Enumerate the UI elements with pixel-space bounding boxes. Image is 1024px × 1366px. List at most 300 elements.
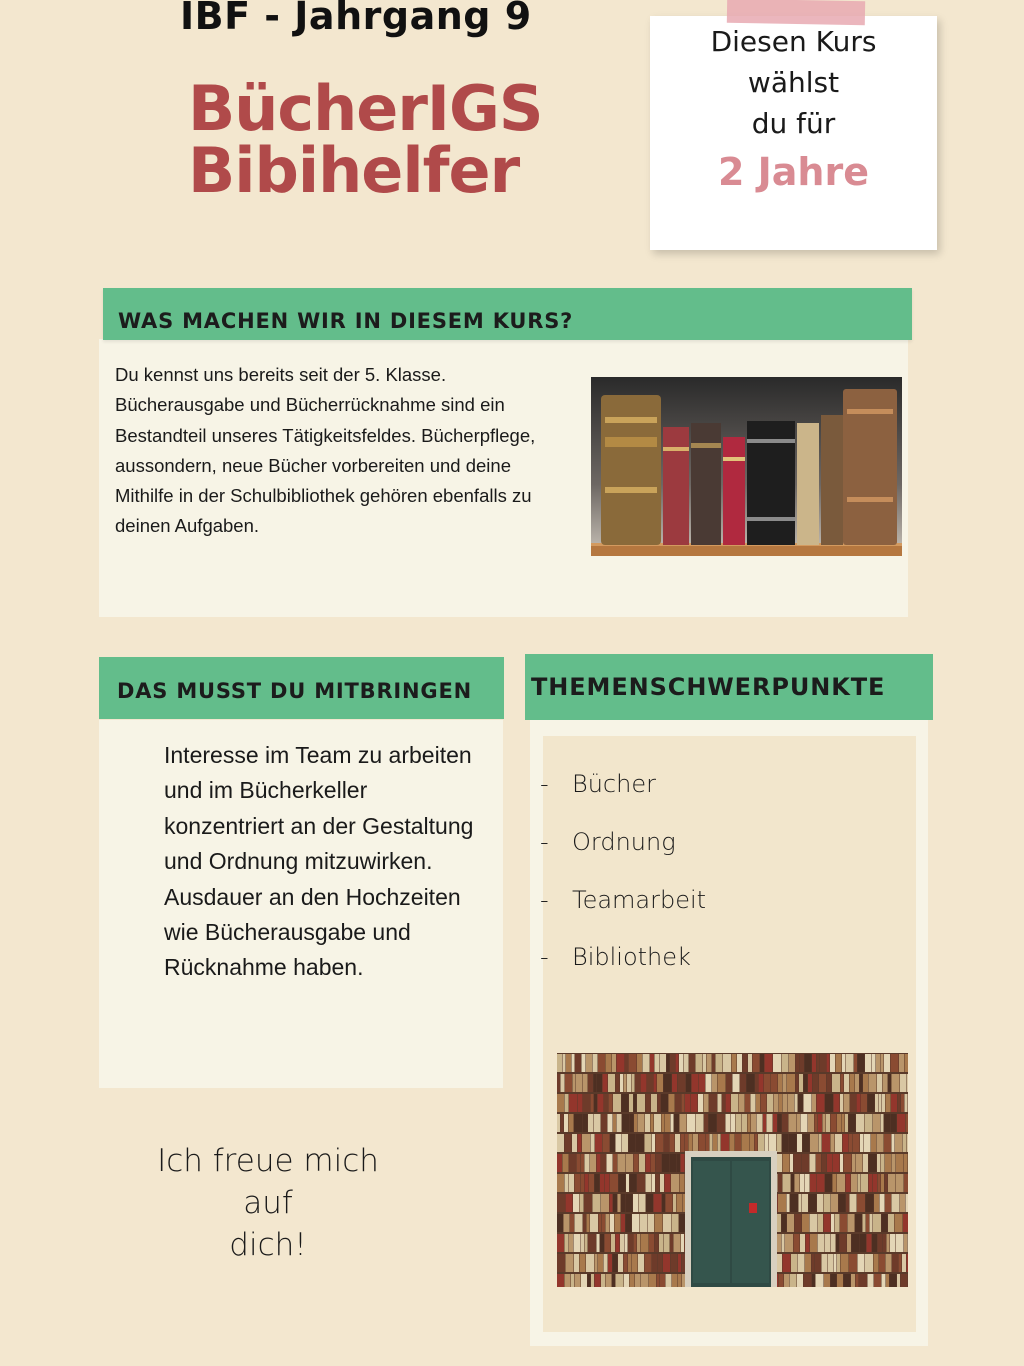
book-spine	[664, 1134, 669, 1152]
book-spine	[601, 1114, 607, 1132]
book-spine	[742, 1134, 750, 1152]
book-spine	[563, 1054, 566, 1072]
topic-label: Bibliothek	[572, 943, 691, 971]
book-spine	[805, 1174, 810, 1192]
book-spine	[865, 1054, 871, 1072]
book-spine	[883, 1234, 886, 1252]
book-spine	[613, 1094, 621, 1112]
book-spine	[733, 1074, 740, 1092]
topic-item	[540, 770, 656, 798]
book-spine	[611, 1234, 615, 1252]
book-spine	[616, 1134, 622, 1152]
book-spine	[802, 1154, 809, 1172]
note-line-2: wählst	[747, 66, 840, 99]
book-spine	[565, 1094, 569, 1112]
book-spine	[632, 1074, 635, 1092]
book-spine	[907, 1134, 908, 1152]
book-wall-image	[557, 1053, 908, 1287]
book-spine	[680, 1174, 685, 1192]
book-spine	[575, 1214, 583, 1232]
book-spine	[578, 1094, 583, 1112]
book-spine	[737, 1054, 742, 1072]
book-spine	[897, 1114, 905, 1132]
book-spine	[857, 1194, 865, 1212]
book-spine	[598, 1254, 603, 1272]
book-spine	[765, 1134, 769, 1152]
book-spine	[613, 1154, 617, 1172]
book-spine	[783, 1094, 788, 1112]
book-spine	[810, 1134, 818, 1152]
book-spine	[892, 1154, 896, 1172]
book-spine	[822, 1154, 827, 1172]
book-spine	[621, 1194, 625, 1212]
book-spine	[581, 1234, 584, 1252]
book-spine	[888, 1214, 894, 1232]
book-spine	[753, 1054, 760, 1072]
book-spine	[885, 1154, 891, 1172]
book-spine	[621, 1214, 625, 1232]
book-spine	[820, 1054, 826, 1072]
course-line: Bücherausgabe und Bücherrücknahme sind ein	[115, 394, 505, 416]
book-spine	[860, 1074, 863, 1092]
book-spine	[651, 1154, 655, 1172]
book-spine	[863, 1214, 866, 1232]
book-spine	[591, 1134, 595, 1152]
book-spine	[557, 1114, 560, 1132]
book-spine	[763, 1114, 766, 1132]
book-spine	[805, 1254, 811, 1272]
book-spine	[656, 1134, 664, 1152]
book-spine	[799, 1194, 802, 1212]
book-spine	[787, 1194, 790, 1212]
book-spine	[662, 1154, 669, 1172]
book-spine	[827, 1154, 832, 1172]
book-spine	[565, 1274, 571, 1287]
book-spine	[649, 1234, 654, 1252]
book-spine	[663, 1254, 670, 1272]
book-spine	[854, 1054, 857, 1072]
book-spine	[671, 1114, 674, 1132]
closing-line-1: Ich freue mich auf	[157, 1143, 379, 1221]
book-spine	[837, 1174, 845, 1192]
course-line: aussondern, neue Bücher vorbereiten und deine	[115, 454, 511, 476]
book-spine	[828, 1254, 833, 1272]
book-spine	[736, 1114, 742, 1132]
course-line: Mithilfe in der Schulbibliothek gehören ebenfalls zu	[115, 485, 532, 507]
book-spine	[865, 1254, 873, 1272]
book-spine	[895, 1134, 902, 1152]
book-spine	[583, 1094, 590, 1112]
book-spine	[675, 1134, 680, 1152]
book-spine	[689, 1134, 693, 1152]
book-spine	[626, 1194, 633, 1212]
book-spine	[826, 1114, 830, 1132]
book-spine	[874, 1254, 879, 1272]
book-spine	[698, 1094, 703, 1112]
book-spine	[716, 1054, 723, 1072]
book-spine	[819, 1134, 822, 1152]
book-spine	[860, 1134, 863, 1152]
book-spine	[687, 1114, 695, 1132]
book-spine	[879, 1254, 885, 1272]
book-spine	[713, 1134, 717, 1152]
book-spine	[782, 1114, 788, 1132]
book-spine	[879, 1094, 882, 1112]
book-spine	[583, 1214, 586, 1232]
book-spine	[799, 1074, 803, 1092]
book-spine	[654, 1114, 661, 1132]
book-spine	[655, 1234, 659, 1252]
book-spine	[610, 1194, 613, 1212]
book-spine	[778, 1114, 782, 1132]
book-spine	[784, 1274, 789, 1287]
book-spine	[877, 1134, 884, 1152]
book-spine	[625, 1054, 628, 1072]
book-spine	[625, 1234, 628, 1252]
book-spine	[681, 1234, 684, 1252]
book-spine	[566, 1194, 573, 1212]
book-spine	[874, 1274, 881, 1287]
book-spine	[855, 1074, 859, 1092]
book-spine	[707, 1054, 712, 1072]
book-spine	[866, 1194, 874, 1212]
book-spine	[618, 1154, 626, 1172]
book-spine	[840, 1094, 843, 1112]
book-spine	[616, 1234, 620, 1252]
book-spine	[605, 1174, 610, 1192]
book-spine	[564, 1214, 570, 1232]
book-spine	[782, 1214, 787, 1232]
book-spine	[613, 1114, 616, 1132]
bookshelf-image	[591, 377, 902, 556]
book-spine	[882, 1214, 888, 1232]
book-spine	[846, 1054, 854, 1072]
book-spine	[823, 1114, 826, 1132]
book-spine	[817, 1194, 823, 1212]
book-spine	[869, 1174, 873, 1192]
book-spine	[600, 1174, 604, 1192]
book-spine	[726, 1094, 731, 1112]
book-spine	[852, 1154, 855, 1172]
book-spine	[613, 1254, 618, 1272]
book-spine	[782, 1054, 789, 1072]
book-spine	[645, 1114, 650, 1132]
book-spine	[884, 1114, 890, 1132]
book-spine	[656, 1174, 660, 1192]
book-spine	[686, 1074, 691, 1092]
book-spine	[627, 1074, 631, 1092]
book-spine	[557, 1214, 563, 1232]
book-spine	[849, 1134, 852, 1152]
book-spine	[835, 1134, 842, 1152]
book-spine	[848, 1214, 855, 1232]
book-spine	[598, 1054, 605, 1072]
book-spine	[574, 1234, 581, 1252]
bullet-dash: -	[540, 770, 549, 798]
book-spine	[888, 1074, 891, 1092]
book-spine	[787, 1074, 795, 1092]
book-spine	[584, 1194, 592, 1212]
requirements-line: Interesse im Team zu arbeiten	[164, 742, 472, 768]
book-spine	[594, 1094, 597, 1112]
book-spine	[672, 1074, 677, 1092]
title-line-1: BücherIGS	[188, 72, 543, 145]
book-spine	[646, 1094, 651, 1112]
book-spine	[869, 1154, 877, 1172]
note-line-1: Diesen Kurs	[710, 25, 877, 58]
book-spine	[783, 1254, 791, 1272]
topic-item	[540, 943, 691, 971]
topic-label: Ordnung	[572, 828, 676, 856]
book-spine	[662, 1114, 665, 1132]
book-spine	[664, 1234, 670, 1252]
book-spine	[831, 1114, 837, 1132]
book-spine	[632, 1254, 638, 1272]
book-spine	[808, 1074, 812, 1092]
course-line: deinen Aufgaben.	[115, 515, 260, 537]
book-spine	[629, 1134, 636, 1152]
book-spine	[595, 1254, 598, 1272]
title-line-2: Bibihelfer	[188, 134, 520, 207]
book-spine	[739, 1094, 745, 1112]
book-spine	[778, 1074, 782, 1092]
book-spine	[831, 1194, 838, 1212]
book-spine	[783, 1174, 791, 1192]
book-spine	[581, 1154, 584, 1172]
book-spine	[758, 1134, 764, 1152]
book-spine	[581, 1174, 584, 1192]
book-spine	[704, 1094, 709, 1112]
book-spine	[850, 1194, 857, 1212]
book-spine	[899, 1054, 904, 1072]
book-spine	[681, 1154, 685, 1172]
book-spine	[575, 1274, 581, 1287]
book-spine	[603, 1134, 610, 1152]
book-spine	[679, 1214, 686, 1232]
book-spine	[844, 1274, 851, 1287]
course-description	[115, 360, 595, 542]
book-spine	[645, 1134, 652, 1152]
requirements-line: und Ordnung mitzuwirken.	[164, 848, 433, 875]
book-spine	[808, 1114, 814, 1132]
book-spine	[557, 1074, 560, 1092]
book-spine	[773, 1054, 781, 1072]
book-spine	[557, 1094, 564, 1112]
book-spine	[613, 1194, 617, 1212]
book-spine	[622, 1094, 629, 1112]
book-spine	[667, 1054, 670, 1072]
book-spine	[817, 1094, 825, 1112]
book-spine	[882, 1274, 886, 1287]
book-spine	[672, 1214, 679, 1232]
book-spine	[750, 1134, 754, 1152]
book-spine	[877, 1154, 880, 1172]
book-spine	[649, 1274, 656, 1287]
book-spine	[606, 1054, 612, 1072]
book-spine	[870, 1214, 873, 1232]
book-spine	[603, 1074, 608, 1092]
topic-label: Bücher	[572, 770, 656, 798]
topics-heading: THEMENSCHWERPUNKTE	[531, 673, 886, 701]
book-spine	[767, 1114, 773, 1132]
book-spine	[564, 1114, 568, 1132]
book-spine	[588, 1074, 593, 1092]
book-spine	[696, 1054, 703, 1072]
book-spine	[630, 1274, 635, 1287]
book-spine	[886, 1254, 892, 1272]
book-spine	[834, 1254, 837, 1272]
book-spine	[886, 1274, 889, 1287]
book-spine	[901, 1274, 908, 1287]
book-spine	[842, 1054, 845, 1072]
book-spine	[561, 1074, 565, 1092]
book-spine	[632, 1214, 639, 1232]
book-spine	[660, 1054, 666, 1072]
book-spine	[735, 1134, 741, 1152]
book-spine	[608, 1074, 615, 1092]
book-spine	[624, 1254, 628, 1272]
book-spine	[886, 1094, 891, 1112]
book-spine	[902, 1254, 906, 1272]
book-spine	[785, 1234, 793, 1252]
book-spine	[639, 1154, 645, 1172]
book-spine	[869, 1074, 877, 1092]
book-spine	[595, 1134, 602, 1152]
book-spine	[718, 1074, 726, 1092]
book-spine	[837, 1114, 841, 1132]
book-spine	[709, 1114, 717, 1132]
book-spine	[755, 1074, 758, 1092]
book-spine	[877, 1074, 882, 1092]
book-spine	[557, 1174, 564, 1192]
book-spine	[884, 1134, 891, 1152]
book-spine	[795, 1094, 798, 1112]
book-spine	[896, 1234, 904, 1252]
book-spine	[810, 1174, 816, 1192]
book-spine	[817, 1054, 820, 1072]
book-spine	[865, 1114, 873, 1132]
book-spine	[856, 1114, 864, 1132]
book-spine	[637, 1094, 645, 1112]
book-spine	[759, 1074, 764, 1092]
book-spine	[617, 1114, 622, 1132]
book-spine	[635, 1074, 640, 1092]
book-spine	[601, 1274, 605, 1287]
book-spine	[836, 1234, 839, 1252]
book-spine	[629, 1094, 633, 1112]
book-spine	[898, 1094, 901, 1112]
book-spine	[815, 1254, 821, 1272]
book-spine	[582, 1054, 586, 1072]
book-spine	[722, 1094, 725, 1112]
book-spine	[822, 1134, 830, 1152]
book-spine	[880, 1194, 885, 1212]
book-spine	[652, 1254, 657, 1272]
book-spine	[812, 1094, 816, 1112]
book-spine	[662, 1194, 665, 1212]
book-spine	[587, 1214, 590, 1232]
book-spine	[745, 1094, 750, 1112]
book-spine	[612, 1274, 615, 1287]
book-spine	[810, 1154, 816, 1172]
book-spine	[643, 1054, 650, 1072]
book-spine	[641, 1074, 647, 1092]
book-spine	[718, 1094, 722, 1112]
book-spine	[837, 1254, 840, 1272]
requirements-text	[164, 738, 504, 986]
book-spine	[837, 1274, 843, 1287]
requirements-line: Ausdauer an den Hochzeiten	[164, 883, 461, 910]
book-spine	[710, 1134, 713, 1152]
book-spine	[633, 1194, 638, 1212]
book-spine	[636, 1134, 644, 1152]
book-spine	[609, 1094, 613, 1112]
book-spine	[650, 1054, 654, 1072]
book-spine	[885, 1174, 888, 1192]
book-spine	[892, 1134, 895, 1152]
book-spine	[774, 1094, 779, 1112]
book-spine	[815, 1114, 818, 1132]
book-spine	[782, 1234, 785, 1252]
book-spine	[572, 1134, 577, 1152]
book-spine	[685, 1094, 690, 1112]
book-spine	[606, 1214, 610, 1232]
book-spine	[600, 1234, 604, 1252]
book-spine	[654, 1074, 657, 1092]
book-spine	[581, 1274, 587, 1287]
book-spine	[726, 1074, 732, 1092]
book-spine	[805, 1054, 812, 1072]
book-spine	[844, 1154, 852, 1172]
book-spine	[824, 1194, 831, 1212]
book-spine	[620, 1074, 623, 1092]
book-spine	[888, 1174, 895, 1192]
book-spine	[657, 1074, 663, 1092]
book-spine	[585, 1154, 590, 1172]
book-spine	[637, 1054, 642, 1072]
book-spine	[679, 1054, 683, 1072]
book-spine	[851, 1174, 857, 1192]
book-spine	[790, 1194, 798, 1212]
book-spine	[669, 1094, 675, 1112]
book-spine	[796, 1074, 799, 1092]
book-spine	[841, 1254, 849, 1272]
book-spine	[570, 1214, 574, 1232]
book-spine	[816, 1274, 824, 1287]
book-spine	[590, 1214, 598, 1232]
book-spine	[593, 1054, 598, 1072]
book-spine	[671, 1174, 679, 1192]
book-spine	[904, 1174, 908, 1192]
book-spine	[881, 1054, 884, 1072]
book-spine	[718, 1134, 721, 1152]
book-spine	[841, 1074, 844, 1092]
book-spine	[569, 1174, 574, 1192]
book-spine	[664, 1074, 672, 1092]
book-spine	[706, 1074, 712, 1092]
book-spine	[858, 1054, 865, 1072]
book-spine	[791, 1254, 797, 1272]
bullet-dash: -	[540, 943, 549, 971]
book-spine	[797, 1114, 800, 1132]
book-spine	[846, 1174, 851, 1192]
book-spine	[797, 1134, 802, 1152]
book-spine	[605, 1234, 611, 1252]
book-spine	[577, 1154, 581, 1172]
book-spine	[608, 1114, 613, 1132]
book-spine	[571, 1274, 574, 1287]
book-spine	[849, 1114, 856, 1132]
